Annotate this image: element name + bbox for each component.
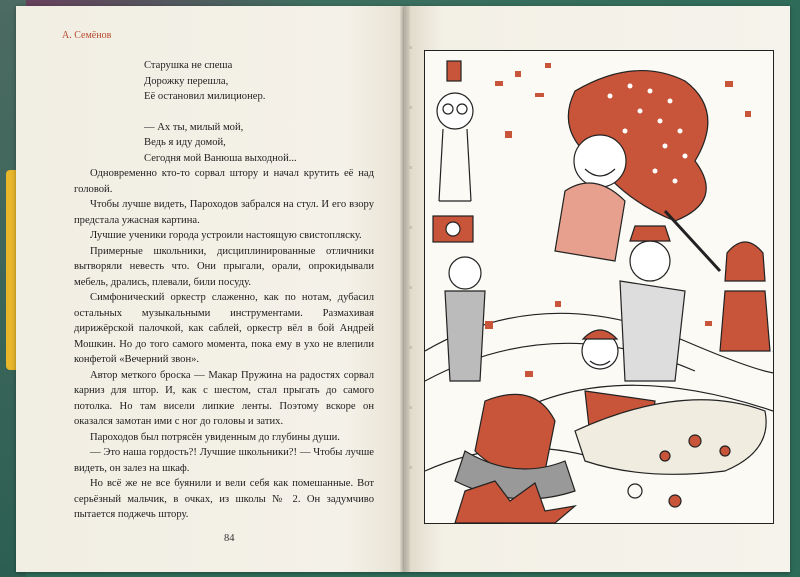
page-number: 84: [224, 533, 235, 544]
chaos-illustration: [424, 50, 774, 524]
paragraph: Одновременно кто-то сорвал штору и начал крутить её над головой.: [74, 168, 374, 195]
poem-line: Дорожку перешла,: [144, 75, 229, 87]
poem-line: Ведь я иду домой,: [144, 137, 226, 148]
poem-stanza: [144, 58, 384, 105]
running-head: А. Семёнов: [62, 30, 112, 41]
paragraph: Автор меткого броска — Макар Пружина на радостях сорвал карниз для штор. И, как с шестом, стал прыгать до самого потолка. Но там висели липкие ленты. Поэтому вскоре он оказался замотан ими с ног до головы и затих.: [74, 369, 374, 427]
poem-stanza: [144, 120, 384, 167]
illustration-drawing: [425, 51, 773, 523]
paragraph: Пароходов был потрясён увиденным до глубины души.: [90, 431, 340, 443]
prose-body: [74, 166, 374, 523]
poem-line: Сегодня мой Ванюша выходной...: [144, 152, 297, 164]
poem: [144, 58, 384, 181]
poem-line: — Ах ты, милый мой,: [144, 121, 244, 133]
paragraph: Симфонический оркестр слаженно, как по нотам, дубасил остальных музыкальными инструментами. Размахивая дирижёрской палочкой, как саблей, оркестр вёл в бой Андрей Мошкин. Но до того самого момента, пока ему в ухо не влепили конфетой «Вечерний звон».: [74, 292, 374, 365]
paragraph: Чтобы лучше видеть, Пароходов забрался на стул. И его взору предстала ужасная картина.: [74, 199, 374, 226]
paragraph: — Это наша гордость?! Лучшие школьники?! — Чтобы лучше видеть, он залез на шкаф.: [74, 447, 374, 474]
poem-line: Старушка не спеша: [144, 60, 233, 71]
binding-stitches: [409, 46, 412, 506]
paragraph: Примерные школьники, дисциплинированные отличники вытворяли невесть что. Они прыгали, орали, опрокидывали мебель, дрались, плевали, били посуду.: [74, 245, 374, 288]
poem-line: Её остановил милиционер.: [144, 91, 266, 102]
paragraph: Но всё же не все буянили и вели себя как помешанные. Вот серьёзный мальчик, в очках, из школы № 2. Он задумчиво пытается поджечь штору.: [74, 478, 374, 520]
paragraph: Лучшие ученики города устроили настоящую свистопляску.: [90, 230, 362, 241]
left-page: [16, 6, 404, 572]
